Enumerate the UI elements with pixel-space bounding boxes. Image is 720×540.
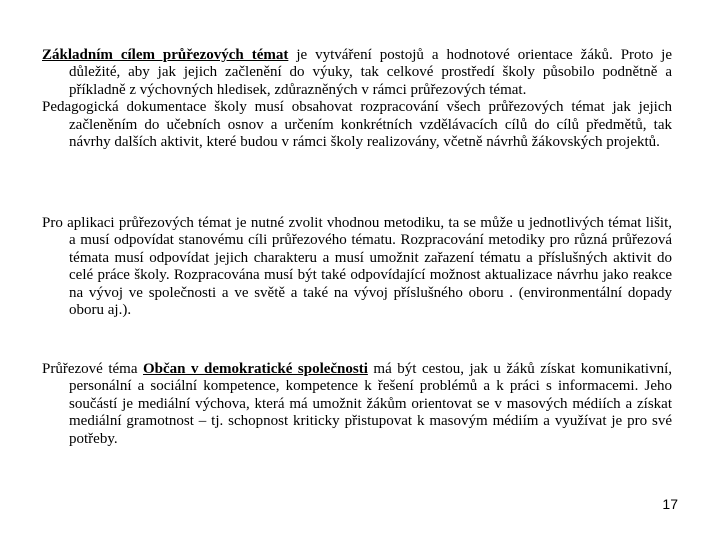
text-block-citizen — [42, 361, 672, 448]
paragraph-goals-text: je vytváření postojů a hodnotové orientace žáků. Proto je důležité, aby jak jejich začlenění do výuky, tak celkové prostředí školy působilo podnětně a příkladně z výchovných hledisek, zdůrazněných v rámci průřezových témat. — [69, 47, 673, 98]
paragraph-goals — [42, 47, 672, 99]
paragraph-methodology: Pro aplikaci průřezových témat je nutné zvolit vhodnou metodiku, ta se může u jednotlivých témat lišit, a musí odpovídat stanovému cíli průřezového tématu. Rozpracování metodiky pro různá průřezová témata musí odpovídat jejich charakteru a musí umožnit zařazení tématu a příslušných aktivit do celé práce školy. Rozpracována musí být také odpovídající možnost aktualizace návrhu jako reakce na vývoj ve společnosti a ve světě a také na vývoj příslušného oboru . (environmentální dopady oboru aj.). — [42, 215, 672, 319]
paragraph-citizen-lead: Průřezové téma — [42, 361, 143, 377]
paragraph-citizen — [42, 361, 672, 448]
emphasis-goals: Základním cílem průřezových témat — [42, 47, 289, 63]
page-number: 17 — [662, 496, 678, 512]
paragraph-documentation: Pedagogická dokumentace školy musí obsahovat rozpracování všech průřezových témat jak jejich začleněním do učebních osnov a určením konkrétních vzdělávacích cílů do cílů předmětů, tak návrhy dalších aktivit, které budou v rámci školy realizovány, včetně návrhů žákovských projektů. — [42, 99, 672, 151]
paragraph-citizen-text: má být cestou, jak u žáků získat komunikativní, personální a sociální kompetence, kompetence k řešení problémů a k práci s informacemi. Jeho součástí je mediální výchova, která má umožnit žákům orientovat se v masových médiích a získat mediální gramotnost – tj. schopnost kriticky přistupovat k masovým médiím a využívat je pro své potřeby. — [69, 361, 672, 447]
emphasis-topic-name: Občan v demokratické společnosti — [143, 361, 368, 377]
text-block-goals — [42, 47, 672, 151]
text-block-methodology — [42, 215, 672, 319]
